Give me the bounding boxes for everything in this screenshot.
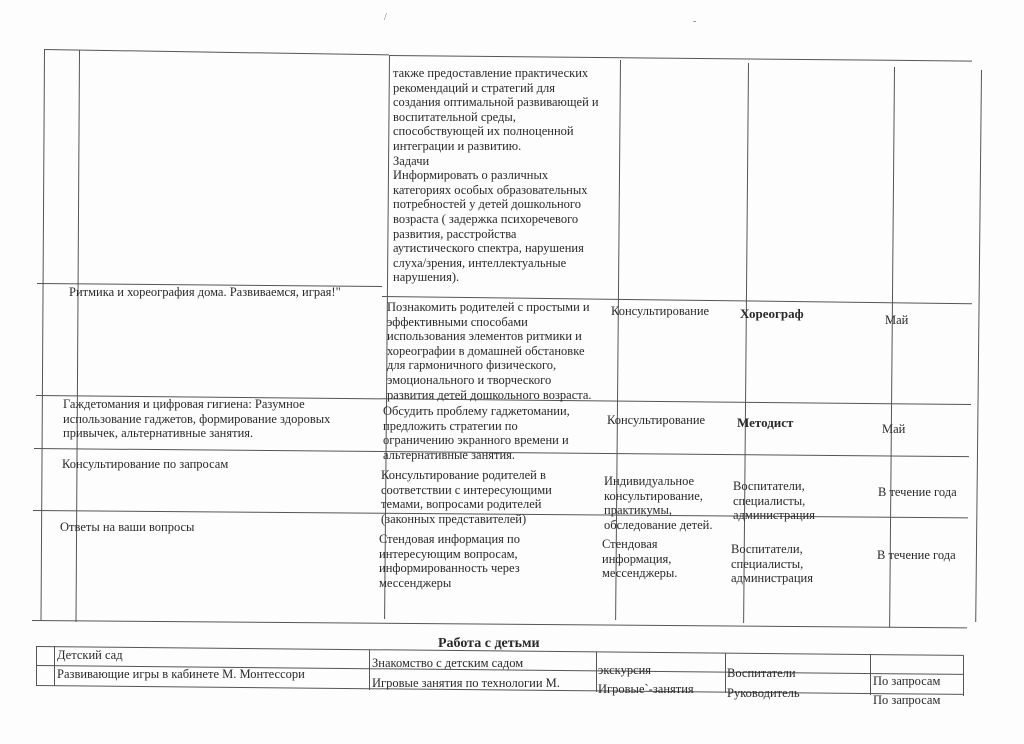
- responsible-cell: Хореограф: [740, 306, 804, 321]
- goal-cell: Игровые занятия по технологии М.: [372, 676, 560, 690]
- responsible-cell: Методист: [737, 415, 794, 430]
- form-cell: экскурсия: [598, 663, 652, 677]
- responsible-cell: Воспитатели: [727, 666, 796, 680]
- term-cell: Май: [885, 313, 909, 327]
- form-cell: Индивидуальное консультирование, практикумы, обследование детей.: [604, 474, 713, 532]
- scan-mark: /: [384, 12, 387, 23]
- goal-cell: Консультирование родителей в соответствии с интересующими темами, вопросами родителей (законных представителей): [381, 468, 552, 526]
- goal-cell: Стендовая информация по интересующим вопросам, информированность через мессенджеры: [379, 532, 520, 590]
- goal-cell: также предоставление практических рекомендаций и стратегий для создания оптимальной развивающей и воспитательной среды, способствующей их полноценной интеграции и развитию. Задачи Информировать о различных категориях особых образовательных потребностей у детей дошкольного возраста ( задержка психоречевого развития, расстройства аутистического спектра, нарушения слуха/зрения, интеллектуальные нарушения).: [393, 66, 599, 285]
- topic-cell: Детский сад: [57, 648, 123, 662]
- topic-cell: Гаждетомания и цифровая гигиена: Разумное использование гаджетов, формирование здоровых привычек, альтернативные занятия.: [63, 397, 331, 441]
- term-cell: Май: [882, 422, 906, 436]
- goal-cell: Обсудить проблему гаджетомании, предложить стратегии по ограничению экранного времени и альтернативные занятия.: [383, 404, 570, 462]
- form-cell: Стендовая информация, мессенджеры.: [602, 537, 678, 581]
- responsible-cell: Руководитель: [727, 686, 800, 700]
- topic-cell: Ответы на ваши вопросы: [60, 520, 195, 534]
- topic-cell: Развивающие игры в кабинете М. Монтессори: [57, 667, 305, 681]
- topic-cell: Ритмика и хореография дома. Развиваемся, играя!": [69, 285, 341, 299]
- term-cell: В течение года: [878, 485, 957, 499]
- section-title: Работа с детьми: [438, 636, 540, 651]
- goal-cell: Знакомство с детским садом: [372, 656, 524, 670]
- term-cell: По запросам: [873, 674, 941, 688]
- scan-mark: -: [693, 16, 697, 27]
- goal-cell: Познакомить родителей с простыми и эффективными способами использования элементов ритмики и хореографии в домашней обстановке для гармоничного физического, эмоционального и творческого развития детей дошкольного возраста.: [387, 300, 592, 402]
- responsible-cell: Воспитатели, специалисты, администрация: [731, 542, 813, 586]
- form-cell: Игровые`-занятия: [598, 682, 694, 696]
- form-cell: Консультирование: [611, 304, 710, 318]
- responsible-cell: Воспитатели, специалисты, администрация: [733, 479, 815, 523]
- topic-cell: Консультирование по запросам: [62, 457, 229, 471]
- term-cell: По запросам: [873, 693, 941, 707]
- form-cell: Консультирование: [607, 413, 706, 427]
- term-cell: В течение года: [877, 548, 956, 562]
